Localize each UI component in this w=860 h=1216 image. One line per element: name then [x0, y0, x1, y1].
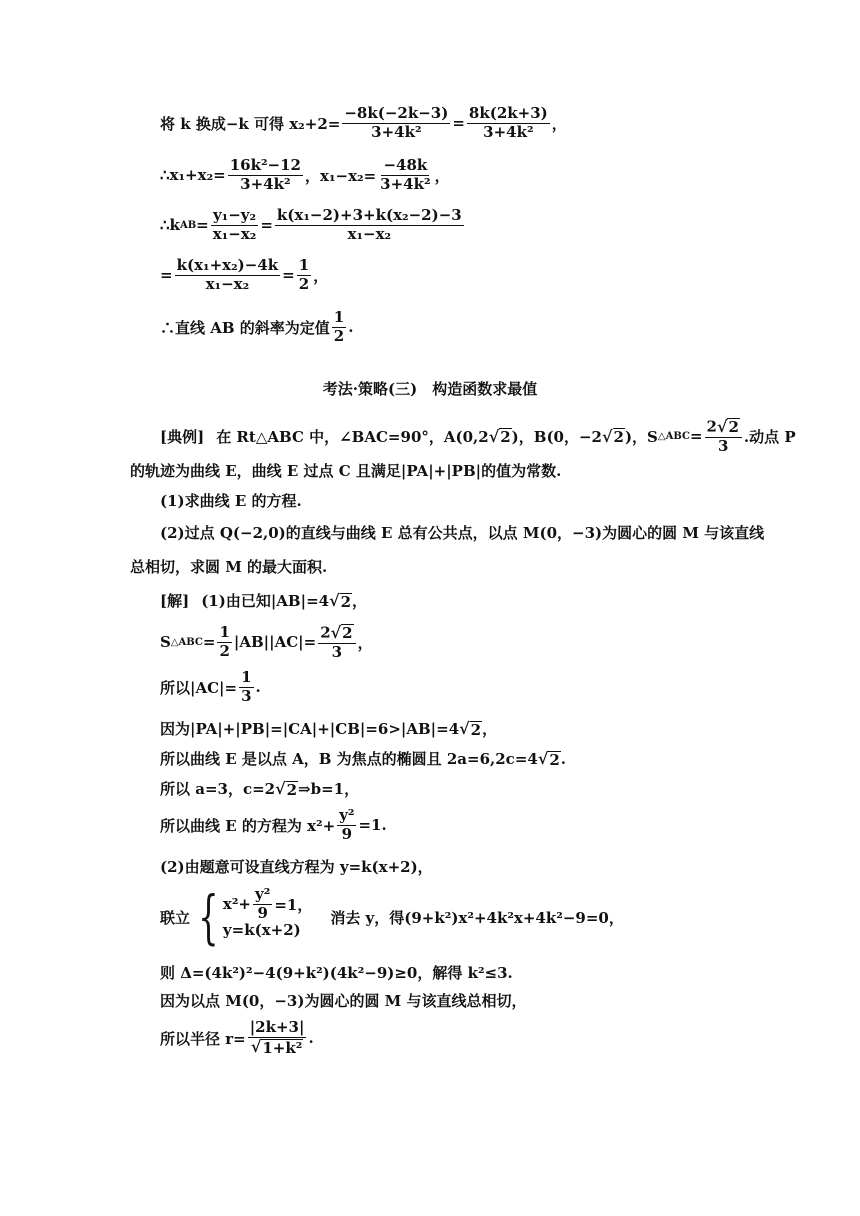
fraction: $\frac{1}{2}$: [333, 308, 345, 345]
example-paragraph-1: [典例] 在 Rt△ABC 中，∠BAC=90°，A(0,2 √ 2 )，B(0，−2 √ 2 )，S △ABC = 2 √ 2 3 .动点 P: [160, 416, 796, 455]
sqrt: √ 2: [329, 591, 352, 611]
fraction: $\frac{\text{y₁−y₂}}{\text{x₁−x₂}}$: [212, 206, 257, 243]
fraction: $\frac{1}{3}$: [241, 668, 252, 705]
fraction: 2 √ 2 3: [705, 418, 742, 454]
example-tag: [典例]: [160, 427, 205, 446]
fraction: |2k+3| √ 1+k²: [249, 1018, 305, 1057]
question-2-line-1: (2)过点 Q(−2,0)的直线与曲线 E 总有公共点，以点 M(0，−3)为圆心的圆 M 与该直线: [160, 524, 765, 542]
fraction: $\frac{\text{16k²−12}}{\text{3+4k²}}$: [229, 156, 301, 193]
sqrt: √ 2: [488, 426, 511, 447]
solution-line-5: 所以曲线 E 是以点 A，B 为焦点的椭圆且 2a=6,2c=4 √ 2 .: [160, 749, 567, 769]
solution-line-12: 所以半径 r= |2k+3| √ 1+k² .: [160, 1018, 314, 1057]
solution-line-7: 所以曲线 E 的方程为 x²+ $\frac{\text{y²}}{9}$ =1.: [160, 806, 387, 843]
solution-line-11: 因为以点 M(0，−3)为圆心的圆 M 与该直线总相切，: [160, 992, 527, 1010]
derivation-line-4: = $\frac{\text{k(x₁+x₂)−4k}}{\text{x₁−x₂}}$ = $\frac{1}{2}$ ，: [160, 256, 329, 293]
sqrt: √ 2: [459, 719, 482, 739]
solution-system: 联立 { x²+ $\frac{\text{y²}}{9}$ =1， y=k(x+2) 消去 y，得(9+k²)x²+4k²x+4k²−9=0，: [160, 883, 624, 951]
sqrt: √ 2: [537, 749, 560, 769]
solution-tag: [解]: [160, 592, 190, 610]
question-2-line-2: 总相切，求圆 M 的最大面积.: [130, 558, 328, 576]
fraction: $\frac{1}{2}$: [219, 622, 230, 660]
fraction: $\frac{1}{2}$: [298, 256, 310, 293]
solution-line-1: [解] (1)由已知|AB|=4 √ 2 ，: [160, 591, 368, 611]
text: 将 k 换成−k 可得 x₂+2=: [160, 114, 341, 133]
fraction: $\frac{-8k(-2k-3)}{\text{3+4k²}}$: [344, 104, 449, 141]
solution-line-8: (2)由题意可设直线方程为 y=k(x+2)，: [160, 858, 433, 876]
fraction: $\frac{8k(2k+3)}{\text{3+4k²}}$: [468, 104, 548, 141]
fraction: $\frac{\text{k(x₁−2)+3+k(x₂−2)−3}}{\text{x₁−x₂}}$: [276, 206, 462, 243]
question-1: (1)求曲线 E 的方程.: [160, 492, 302, 510]
derivation-line-3: ∴k AB = $\frac{\text{y₁−y₂}}{\text{x₁−x₂}}$ = $\frac{\text{k(x₁−2)+3+k(x₂−2)−3}}{\text{x₁−x₂}}$: [160, 206, 462, 243]
derivation-line-2: ∴x₁+x₂= $\frac{\text{16k²−12}}{\text{3+4k²}}$ ，x₁−x₂= $\frac{-48k}{\text{3+4k²}}$ ，: [160, 156, 450, 193]
derivation-conclusion: ∴直线 AB 的斜率为定值 $\frac{1}{2}$ .: [160, 308, 354, 345]
solution-line-2: S △ABC = $\frac{1}{2}$ |AB||AC|= 2 √ 2 3 ，: [160, 622, 373, 661]
solution-line-10: 则 Δ=(4k²)²−4(9+k²)(4k²−9)≥0，解得 k²≤3.: [160, 964, 513, 982]
fraction: 2 √ 2 3: [318, 624, 355, 660]
equation-system: { x²+ $\frac{\text{y²}}{9}$ =1， y=k(x+2): [198, 883, 313, 951]
example-paragraph-2: 的轨迹为曲线 E，曲线 E 过点 C 且满足|PA|+|PB|的值为常数.: [130, 462, 562, 480]
sqrt: √ 2: [602, 426, 624, 447]
fraction: $\frac{\text{k(x₁+x₂)−4k}}{\text{x₁−x₂}}$: [176, 256, 279, 293]
solution-line-3: 所以|AC|= $\frac{1}{3}$ .: [160, 668, 261, 705]
fraction: $\frac{\text{y²}}{9}$: [339, 806, 355, 843]
solution-line-4: 因为|PA|+|PB|=|CA|+|CB|=6>|AB|=4 √ 2 ，: [160, 719, 498, 739]
sqrt: √ 2: [275, 779, 298, 799]
derivation-line-1: 将 k 换成−k 可得 x₂+2= $\frac{-8k(-2k-3)}{\text{3+4k²}}$ = $\frac{8k(2k+3)}{\text{3+4k²}}$ ，: [160, 104, 567, 141]
solution-line-6: 所以 a=3，c=2 √ 2 ⇒b=1，: [160, 779, 360, 799]
fraction: $\frac{-48k}{\text{3+4k²}}$: [380, 156, 431, 193]
section-title: 考法·策略(三) 构造函数求最值: [322, 380, 538, 398]
